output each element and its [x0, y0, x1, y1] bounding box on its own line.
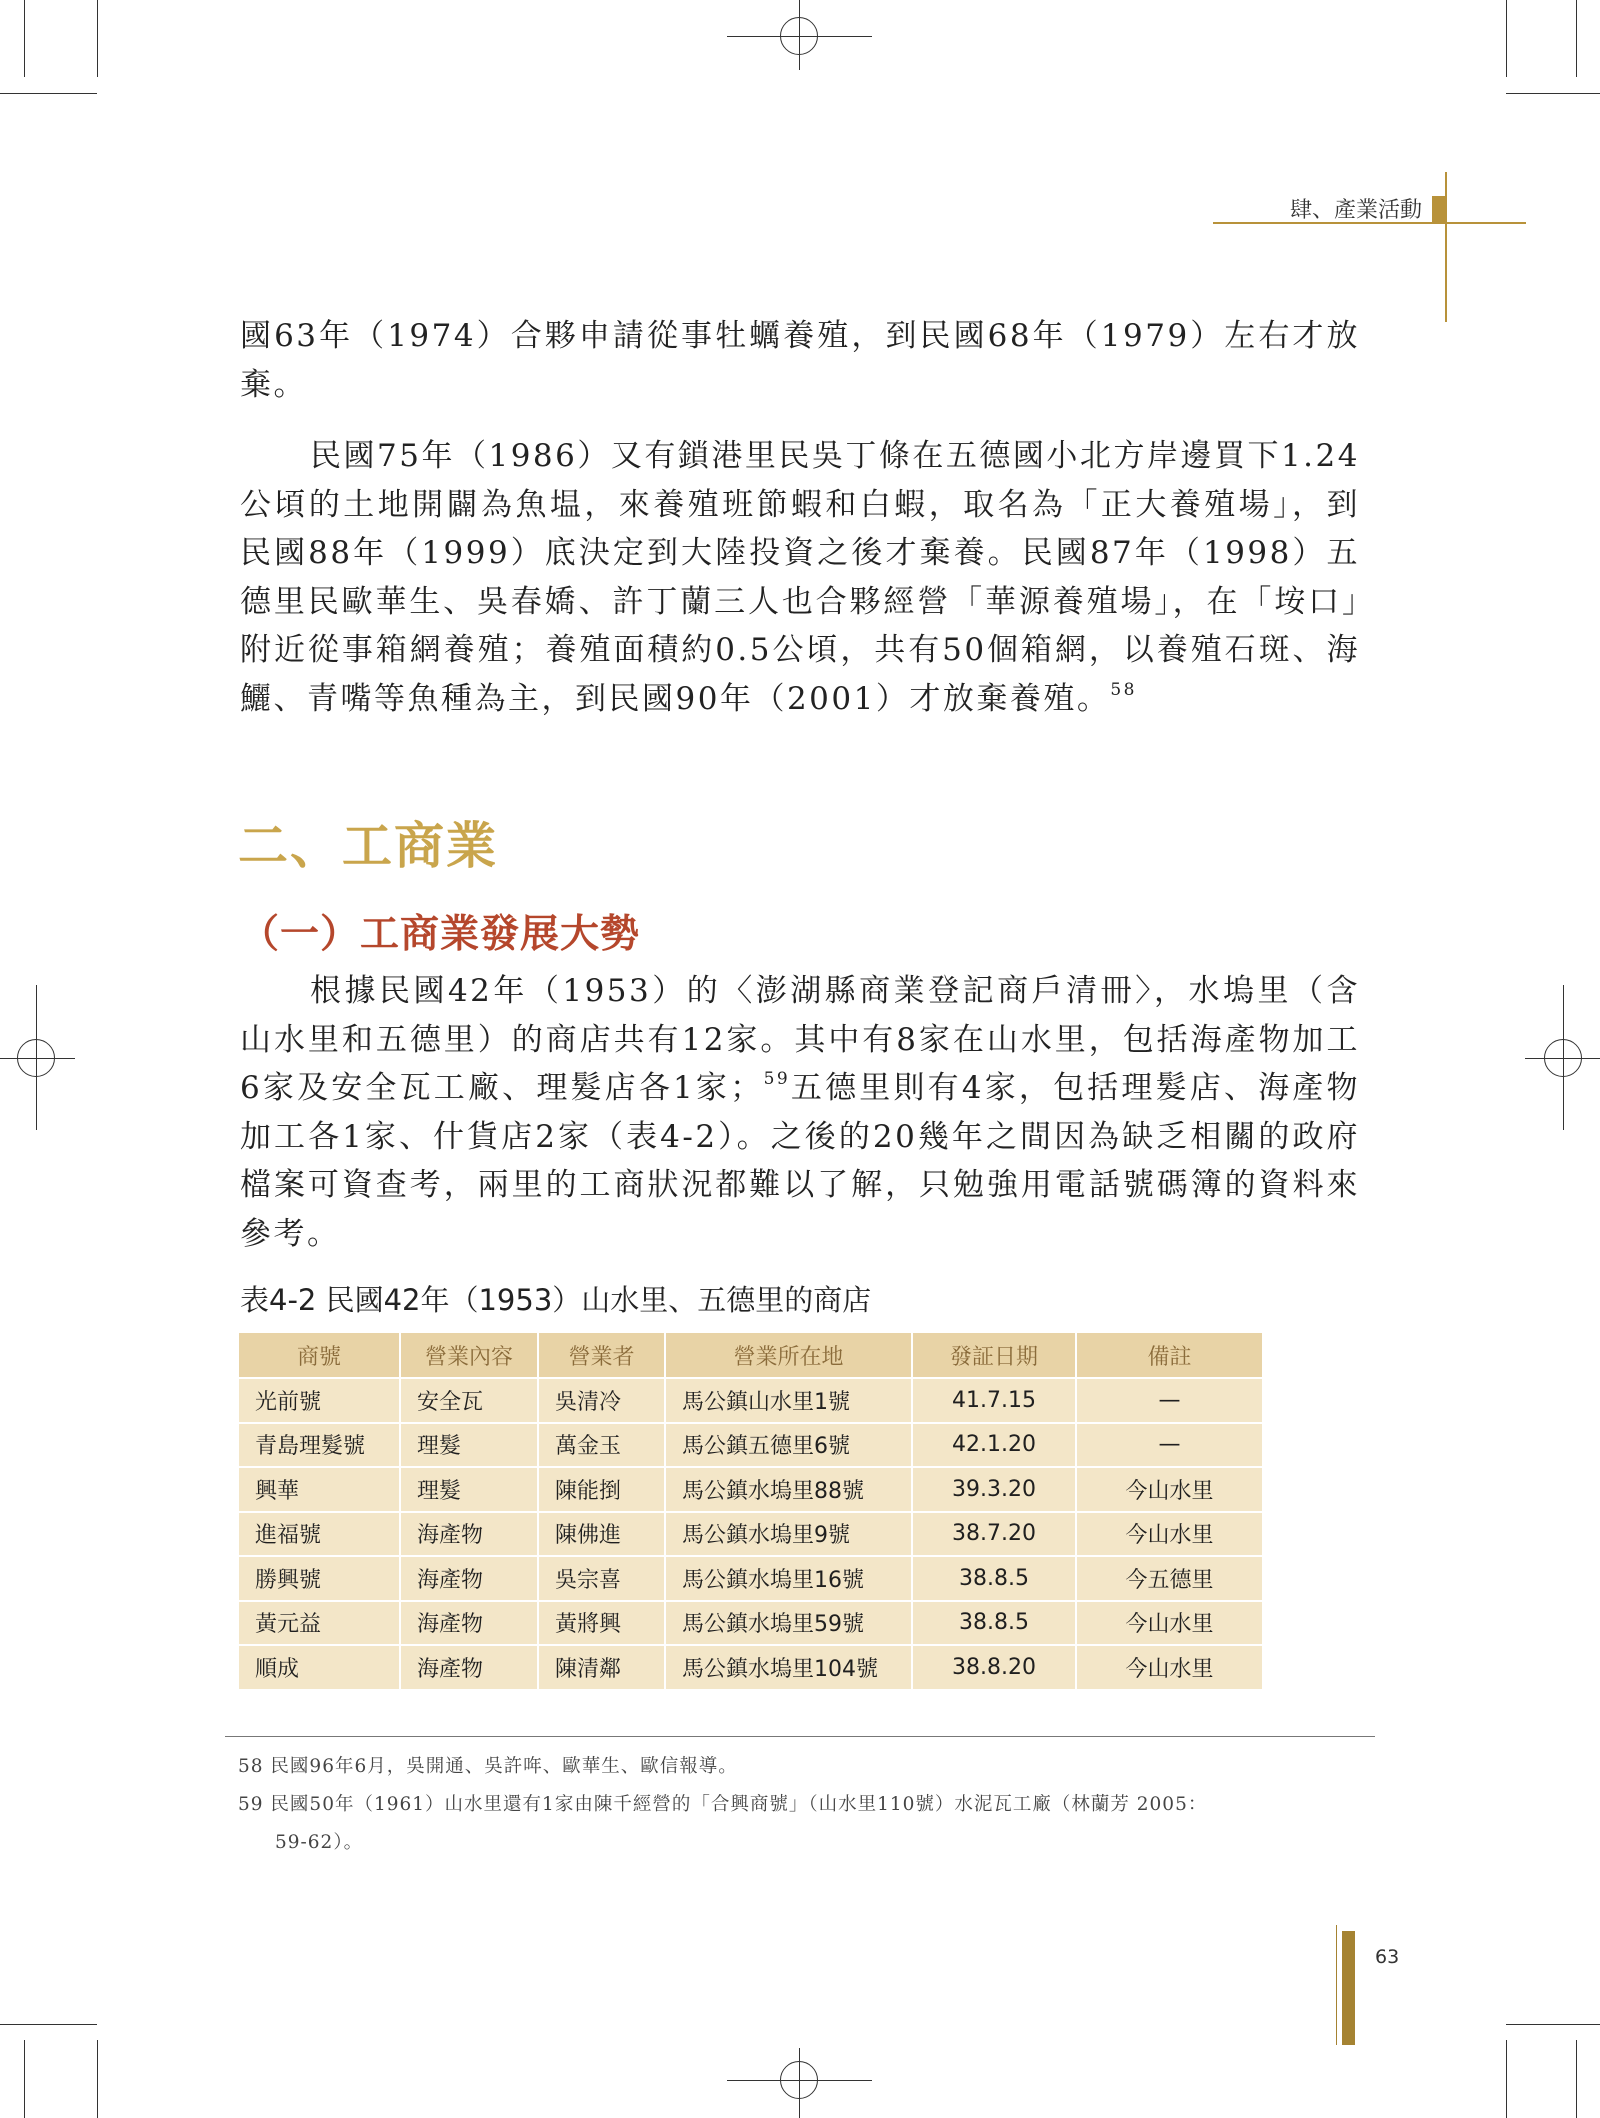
- table-cell: 光前號: [239, 1378, 400, 1423]
- page-number-rule: [1336, 1925, 1337, 2045]
- table-header-cell: 發証日期: [912, 1333, 1076, 1378]
- table-cell: 陳能捯: [538, 1467, 665, 1512]
- table-cell: 理髮: [400, 1467, 538, 1512]
- page-number-bar: [1342, 1931, 1355, 2045]
- table-cell: 馬公鎮山水里1號: [665, 1378, 912, 1423]
- crop-mark-line: [1506, 2024, 1600, 2025]
- table-cell: 38.7.20: [912, 1512, 1076, 1557]
- table-cell: —: [1076, 1423, 1262, 1468]
- footnote-59: 59 民國50年（1961）山水里還有1家由陳千經營的「合興商號」（山水里110號）水泥瓦工廠（林蘭芳 2005：: [238, 1794, 1208, 1815]
- footnote-59-continued: 59-62）。: [275, 1832, 364, 1853]
- crop-mark-line: [0, 93, 97, 94]
- table-cell: 馬公鎮水塢里16號: [665, 1556, 912, 1601]
- table-cell: 黃元益: [239, 1601, 400, 1646]
- registration-circle: [1544, 1039, 1582, 1077]
- header-accent-block: [1432, 196, 1446, 222]
- table-cell: 馬公鎮水塢里88號: [665, 1467, 912, 1512]
- header-vertical-rule: [1445, 172, 1447, 322]
- paragraph-aquaculture: [240, 432, 1360, 723]
- paragraph-text: 民國75年（1986）又有鎖港里民吳丁條在五德國小北方岸邊買下1.24公頃的土地開闢為魚塭，來養殖班節蝦和白蝦，取名為「正大養殖場」，到民國88年（1999）底決定到大陸投資之後才棄養。民國87年（1998）五德里民歐華生、吳春嬌、許丁蘭三人也合夥經營「華源養殖場」，在「垵口」附近從事箱網養殖；養殖面積約0.5公頃，共有50個箱網，以養殖石斑、海鱺、青嘴等魚種為主，到民國90年（2001）才放棄養殖。: [240, 438, 1360, 717]
- table-cell: 陳清鄰: [538, 1645, 665, 1690]
- table-cell: 黃將興: [538, 1601, 665, 1646]
- table-cell: 今五德里: [1076, 1556, 1262, 1601]
- crop-mark-line: [1506, 93, 1600, 94]
- chapter-header: 肆、產業活動: [1290, 198, 1423, 223]
- table-cell: 42.1.20: [912, 1423, 1076, 1468]
- table-header-cell: 營業內容: [400, 1333, 538, 1378]
- table-cell: 青島理髮號: [239, 1423, 400, 1468]
- paragraph-text: 五德里則有4家，包括理髮店、海產物加工各1家、什貨店2家（表4-2）。之後的20幾年之間因為缺乏相關的政府檔案可資查考，兩里的工商狀況都難以了解，只勉強用電話號碼簿的資料來參考。: [240, 1070, 1360, 1252]
- table-row: [239, 1467, 1262, 1512]
- table-cell: 順成: [239, 1645, 400, 1690]
- registration-circle: [17, 1039, 55, 1077]
- table-header-cell: 商號: [239, 1333, 400, 1378]
- table-row: [239, 1601, 1262, 1646]
- table-cell: 馬公鎮水塢里104號: [665, 1645, 912, 1690]
- table-cell: 馬公鎮五德里6號: [665, 1423, 912, 1468]
- table-cell: 海產物: [400, 1556, 538, 1601]
- registration-circle: [780, 2061, 818, 2099]
- table-header-row: [239, 1333, 1262, 1378]
- table-cell: 勝興號: [239, 1556, 400, 1601]
- table-row: [239, 1423, 1262, 1468]
- crop-mark-line: [1576, 2040, 1577, 2118]
- table-row: [239, 1556, 1262, 1601]
- table-row: [239, 1378, 1262, 1423]
- footnote-58: 58 民國96年6月，吳開通、吳許哖、歐華生、歐信報導。: [238, 1756, 738, 1777]
- paragraph-text: 根據民國42年（1953）的〈澎湖縣商業登記商戶清冊〉，水塢里（含山水里和五德里）的商店共有12家。其中有8家在山水里，包括海產物加工6家及安全瓦工廠、理髮店各1家；: [240, 973, 1360, 1106]
- table-cell: 今山水里: [1076, 1601, 1262, 1646]
- page-number: 63: [1375, 1946, 1400, 1968]
- table-cell: 馬公鎮水塢里9號: [665, 1512, 912, 1557]
- table-cell: 安全瓦: [400, 1378, 538, 1423]
- registration-circle: [780, 17, 818, 55]
- table-header-cell: 備註: [1076, 1333, 1262, 1378]
- footnote-rule: [225, 1736, 1375, 1737]
- shops-table: [239, 1333, 1262, 1691]
- table-cell: 海產物: [400, 1512, 538, 1557]
- table-cell: 興華: [239, 1467, 400, 1512]
- table-cell: 38.8.20: [912, 1645, 1076, 1690]
- table-cell: 陳佛進: [538, 1512, 665, 1557]
- table-cell: 海產物: [400, 1645, 538, 1690]
- table-cell: 今山水里: [1076, 1512, 1262, 1557]
- table-cell: 理髮: [400, 1423, 538, 1468]
- table-cell: 39.3.20: [912, 1467, 1076, 1512]
- table-row: [239, 1645, 1262, 1690]
- table-row: [239, 1512, 1262, 1557]
- crop-mark-line: [0, 2024, 97, 2025]
- table-cell: 海產物: [400, 1601, 538, 1646]
- paragraph-commerce: [240, 967, 1360, 1258]
- table-cell: 今山水里: [1076, 1645, 1262, 1690]
- table-cell: 進福號: [239, 1512, 400, 1557]
- table-header-cell: 營業所在地: [665, 1333, 912, 1378]
- table-cell: 41.7.15: [912, 1378, 1076, 1423]
- table-cell: 38.8.5: [912, 1601, 1076, 1646]
- crop-mark-line: [1506, 0, 1507, 77]
- table-cell: 38.8.5: [912, 1556, 1076, 1601]
- crop-mark-line: [1576, 0, 1577, 77]
- table-cell: 今山水里: [1076, 1467, 1262, 1512]
- footnote-ref-59: 59: [763, 1069, 791, 1089]
- crop-mark-line: [24, 0, 25, 77]
- crop-mark-line: [24, 2040, 25, 2118]
- crop-mark-line: [97, 0, 98, 77]
- section-title: 二、工商業: [238, 817, 498, 875]
- table-cell: 萬金玉: [538, 1423, 665, 1468]
- paragraph-continuation: 國63年（1974）合夥申請從事牡蠣養殖，到民國68年（1979）左右才放棄。: [240, 318, 1360, 403]
- table-caption: 表4-2 民國42年（1953）山水里、五德里的商店: [240, 1283, 872, 1317]
- table-cell: 吳宗喜: [538, 1556, 665, 1601]
- crop-mark-line: [97, 2040, 98, 2118]
- crop-mark-line: [1506, 2040, 1507, 2118]
- table-cell: —: [1076, 1378, 1262, 1423]
- table-cell: 吳清冷: [538, 1378, 665, 1423]
- subsection-title: （一）工商業發展大勢: [240, 912, 641, 957]
- table-cell: 馬公鎮水塢里59號: [665, 1601, 912, 1646]
- table-header-cell: 營業者: [538, 1333, 665, 1378]
- footnote-ref-58: 58: [1110, 679, 1137, 700]
